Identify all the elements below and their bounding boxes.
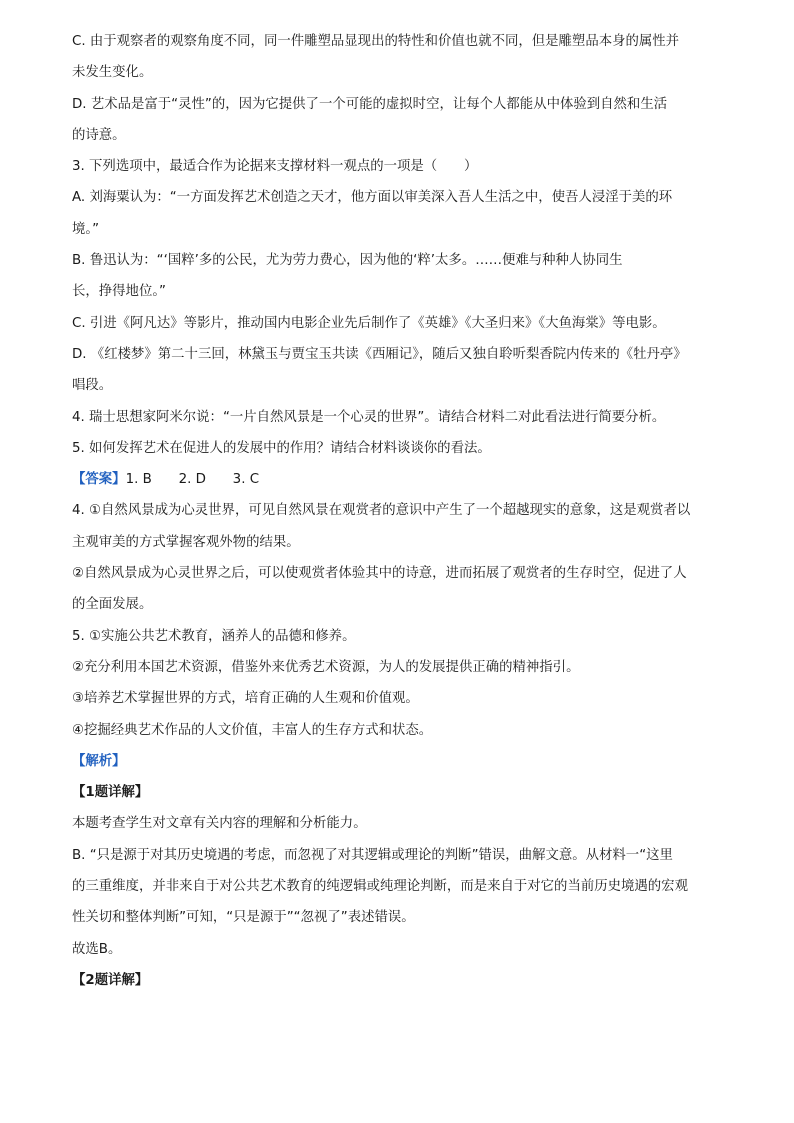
- answer-items: 1. B 2. D 3. C: [125, 472, 260, 488]
- text-line: 故选B。: [72, 941, 122, 957]
- text-line: D. 《红楼梦》第二十三回，林黛玉与贾宝玉共读《西厢记》，随后又独自聆听梨香院内传来的《牡丹亭》: [72, 346, 687, 362]
- answer-tag: 【答案】: [72, 472, 126, 488]
- text-line: 的诗意。: [72, 127, 126, 143]
- text-line: 境。”: [72, 221, 100, 237]
- text-line: 4. 瑞士思想家阿米尔说：“一片自然风景是一个心灵的世界”。请结合材料二对此看法进行简要分析。: [72, 409, 666, 425]
- text-line: 3. 下列选项中，最适合作为论据来支撑材料一观点的一项是（ ）: [72, 159, 478, 175]
- text-line: 唱段。: [72, 378, 113, 394]
- text-line: 5. ①实施公共艺术教育，涵养人的品德和修养。: [72, 628, 356, 644]
- text-line: C. 由于观察者的观察角度不同，同一件雕塑品显现出的特性和价值也就不同，但是雕塑品本身的属性并: [72, 34, 680, 49]
- text-line: ③培养艺术掌握世界的方式，培育正确的人生观和价值观。: [72, 691, 419, 707]
- analysis-heading: [72, 746, 726, 777]
- text-line: 本题考查学生对文章有关内容的理解和分析能力。: [72, 816, 367, 832]
- text-line: 主观审美的方式掌握客观外物的结果。: [72, 534, 300, 550]
- text-line: 的三重维度，并非来自于对公共艺术教育的纯逻辑或纯理论判断，而是来自于对它的当前历史境遇的宏观: [72, 879, 688, 895]
- text-line: 4. ①自然风景成为心灵世界，可见自然风景在观赏者的意识中产生了一个超越现实的意象，这是观赏者以: [72, 503, 691, 519]
- text-line: B. 鲁迅认为：“‘国粹’多的公民，尤为劳力费心，因为他的‘粹’太多。……便难与种种人协同生: [72, 253, 623, 269]
- section-title-2: 【2题详解】: [72, 972, 149, 988]
- text-line: 长，挣得地位。”: [72, 284, 166, 300]
- text-line: 性关切和整体判断”可知，“只是源于”“忽视了”表述错误。: [72, 910, 415, 926]
- section-title-1: 【1题详解】: [72, 785, 149, 801]
- text-line: ②自然风景成为心灵世界之后，可以使观赏者体验其中的诗意，进而拓展了观赏者的生存时空，促进了人: [72, 566, 687, 582]
- analysis-section-1: [72, 808, 726, 964]
- text-line: A. 刘海粟认为：“一方面发挥艺术创造之天才，他方面以审美深入吾人生活之中，使吾人浸淫于美的环: [72, 190, 673, 206]
- text-line: 5. 如何发挥艺术在促进人的发展中的作用？请结合材料谈谈你的看法。: [72, 440, 491, 456]
- text-line: D. 艺术品是富于“灵性”的，因为它提供了一个可能的虚拟时空，让每个人都能从中体验到自然和生活: [72, 96, 668, 112]
- document-page: [72, 26, 726, 996]
- text-line: 的全面发展。: [72, 597, 153, 613]
- text-line: ④挖掘经典艺术作品的人文价值，丰富人的生存方式和状态。: [72, 722, 433, 738]
- text-line: 未发生变化。: [72, 65, 153, 81]
- text-line: ②充分利用本国艺术资源，借鉴外来优秀艺术资源，为人的发展提供正确的精神指引。: [72, 659, 580, 675]
- answer-detail-lines: [72, 495, 726, 745]
- text-line: B. “只是源于对其历史境遇的考虑，而忽视了对其逻辑或理论的判断”错误，曲解文意。从材料一“这里: [72, 847, 673, 863]
- analysis-tag: 【解析】: [72, 753, 126, 769]
- answer-line: [72, 464, 726, 495]
- text-line: C. 引进《阿凡达》等影片，推动国内电影企业先后制作了《英雄》《大圣归来》《大鱼海棠》等电影。: [72, 315, 666, 331]
- question-lines: [72, 26, 726, 464]
